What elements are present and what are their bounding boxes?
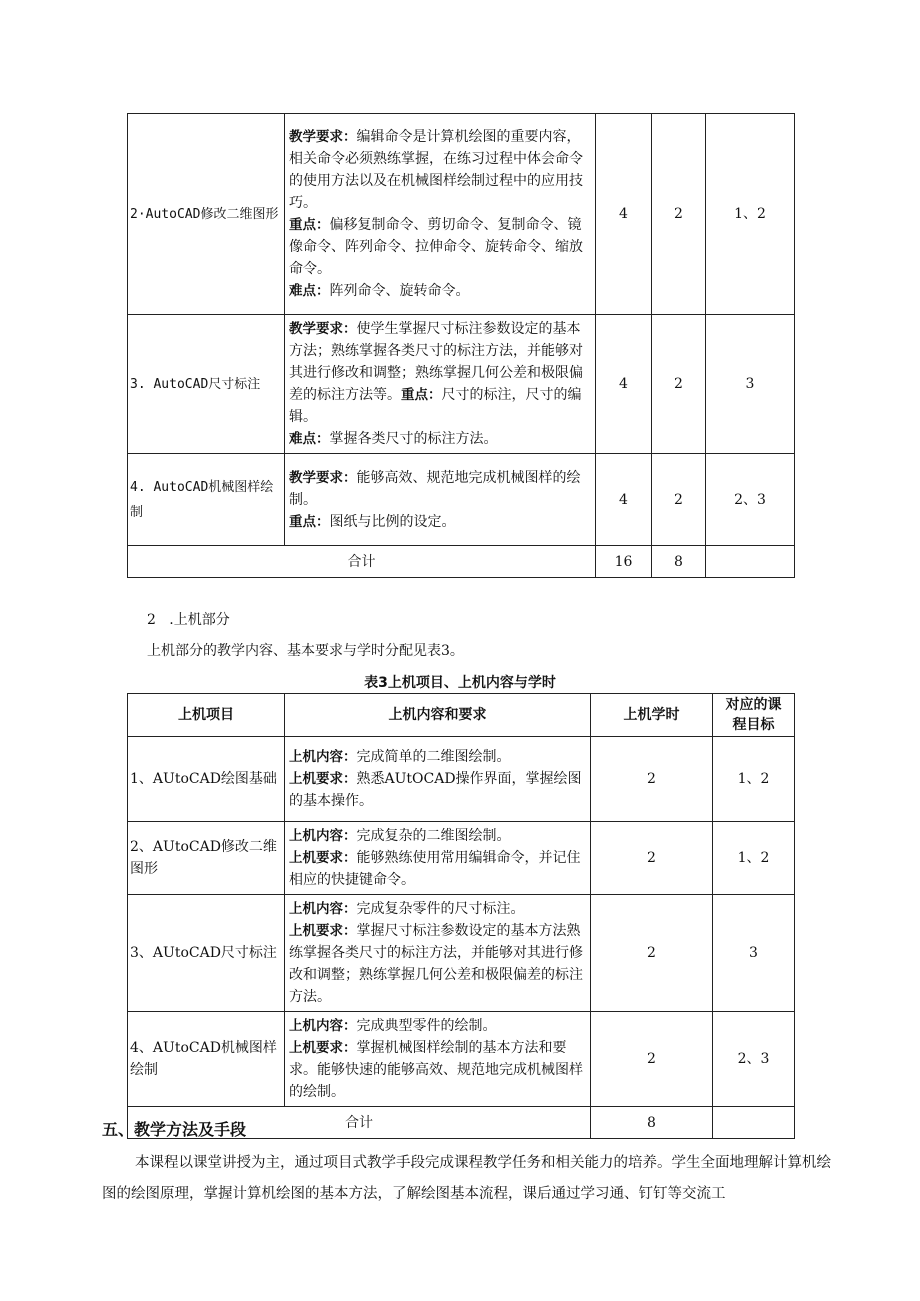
topic-name: 3. AutoCAD尺寸标注 [128,315,285,454]
topic-hours: 4 [596,114,652,315]
project-hours: 2 [591,822,713,895]
topic-requirements: 教学要求：编辑命令是计算机绘图的重要内容，相关命令必须熟练掌握，在练习过程中体会命令的使用方法以及在机械图样绘制过程中的应用技巧。 重点：偏移复制命令、剪切命令、复制命令、镜像命令、阵列命令、拉伸命令、旋转命令、缩放命令。 难点：阵列命令、旋转命令。 [285,114,596,315]
header-hours: 上机学时 [591,694,713,737]
project-hours: 2 [591,895,713,1012]
total-label: 合计 [128,1107,591,1139]
topic-hours: 4 [596,315,652,454]
project-name: 3、AUtoCAD尺寸标注 [128,895,285,1012]
project-content: 上机内容：完成复杂的二维图绘制。 上机要求：能够熟练使用常用编辑命令，并记住相应的快捷键命令。 [285,822,591,895]
table-row [128,114,795,315]
project-hours: 2 [591,737,713,822]
total-lab-hours: 8 [652,546,706,578]
total-label: 合计 [128,546,596,578]
table-row [128,822,795,895]
table-row [128,315,795,454]
table-row [128,895,795,1012]
project-goal: 1、2 [713,822,795,895]
project-hours: 2 [591,1012,713,1107]
topic-goal: 1、2 [706,114,795,315]
section-intro: 上机部分的教学内容、基本要求与学时分配见表3。 [147,643,464,659]
project-content: 上机内容：完成典型零件的绘制。 上机要求：掌握机械图样绘制的基本方法和要求。能够快速的能够高效、规范地完成机械图样的绘制。 [285,1012,591,1107]
total-row [128,546,795,578]
table-header-row [128,694,795,737]
topic-requirements: 教学要求：使学生掌握尺寸标注参数设定的基本方法；熟练掌握各类尺寸的标注方法，并能够对其进行修改和调整；熟练掌握几何公差和极限偏差的标注方法等。重点：尺寸的标注，尺寸的编辑。 难点：掌握各类尺寸的标注方法。 [285,315,596,454]
topic-goal: 3 [706,315,795,454]
table-row [128,454,795,546]
topic-lab-hours: 2 [652,454,706,546]
topic-name: 2·AutoCAD修改二维图形 [128,114,285,315]
table-row [128,737,795,822]
project-goal: 1、2 [713,737,795,822]
topic-goal: 2、3 [706,454,795,546]
body-paragraph: 本课程以课堂讲授为主，通过项目式教学手段完成课程教学任务和相关能力的培养。学生全面地理解计算机绘图的绘图原理，掌握计算机绘图的基本方法，了解绘图基本流程，课后通过学习通、钉钉等交流工 [102,1155,831,1202]
header-project: 上机项目 [128,694,285,737]
total-goal-empty [706,546,795,578]
header-goal: 对应的课程目标 [713,694,795,737]
table-row [128,1012,795,1107]
project-content: 上机内容：完成简单的二维图绘制。 上机要求：熟悉AUtOCAD操作界面，掌握绘图的基本操作。 [285,737,591,822]
project-name: 4、AUtoCAD机械图样绘制 [128,1012,285,1107]
total-hours: 16 [596,546,652,578]
topic-lab-hours: 2 [652,315,706,454]
section-heading: 五、教学方法及手段 [102,1120,247,1139]
project-goal: 2、3 [713,1012,795,1107]
project-content: 上机内容：完成复杂零件的尺寸标注。 上机要求：掌握尺寸标注参数设定的基本方法熟练掌握各类尺寸的标注方法，并能够对其进行修改和调整；熟练掌握几何公差和极限偏差的标注方法。 [285,895,591,1012]
topic-requirements: 教学要求：能够高效、规范地完成机械图样的绘制。 重点：图纸与比例的设定。 [285,454,596,546]
total-hours: 8 [591,1107,713,1139]
topic-lab-hours: 2 [652,114,706,315]
section-title: 2 .上机部分 [147,612,230,628]
topic-name: 4. AutoCAD机械图样绘制 [128,454,285,546]
lab-hours-table [127,693,795,1139]
header-content: 上机内容和要求 [285,694,591,737]
project-goal: 3 [713,895,795,1012]
theory-hours-table [127,113,795,578]
total-goal-empty [713,1107,795,1139]
topic-hours: 4 [596,454,652,546]
project-name: 2、AUtoCAD修改二维图形 [128,822,285,895]
table-caption: 表3上机项目、上机内容与学时 [364,675,556,691]
project-name: 1、AUtoCAD绘图基础 [128,737,285,822]
